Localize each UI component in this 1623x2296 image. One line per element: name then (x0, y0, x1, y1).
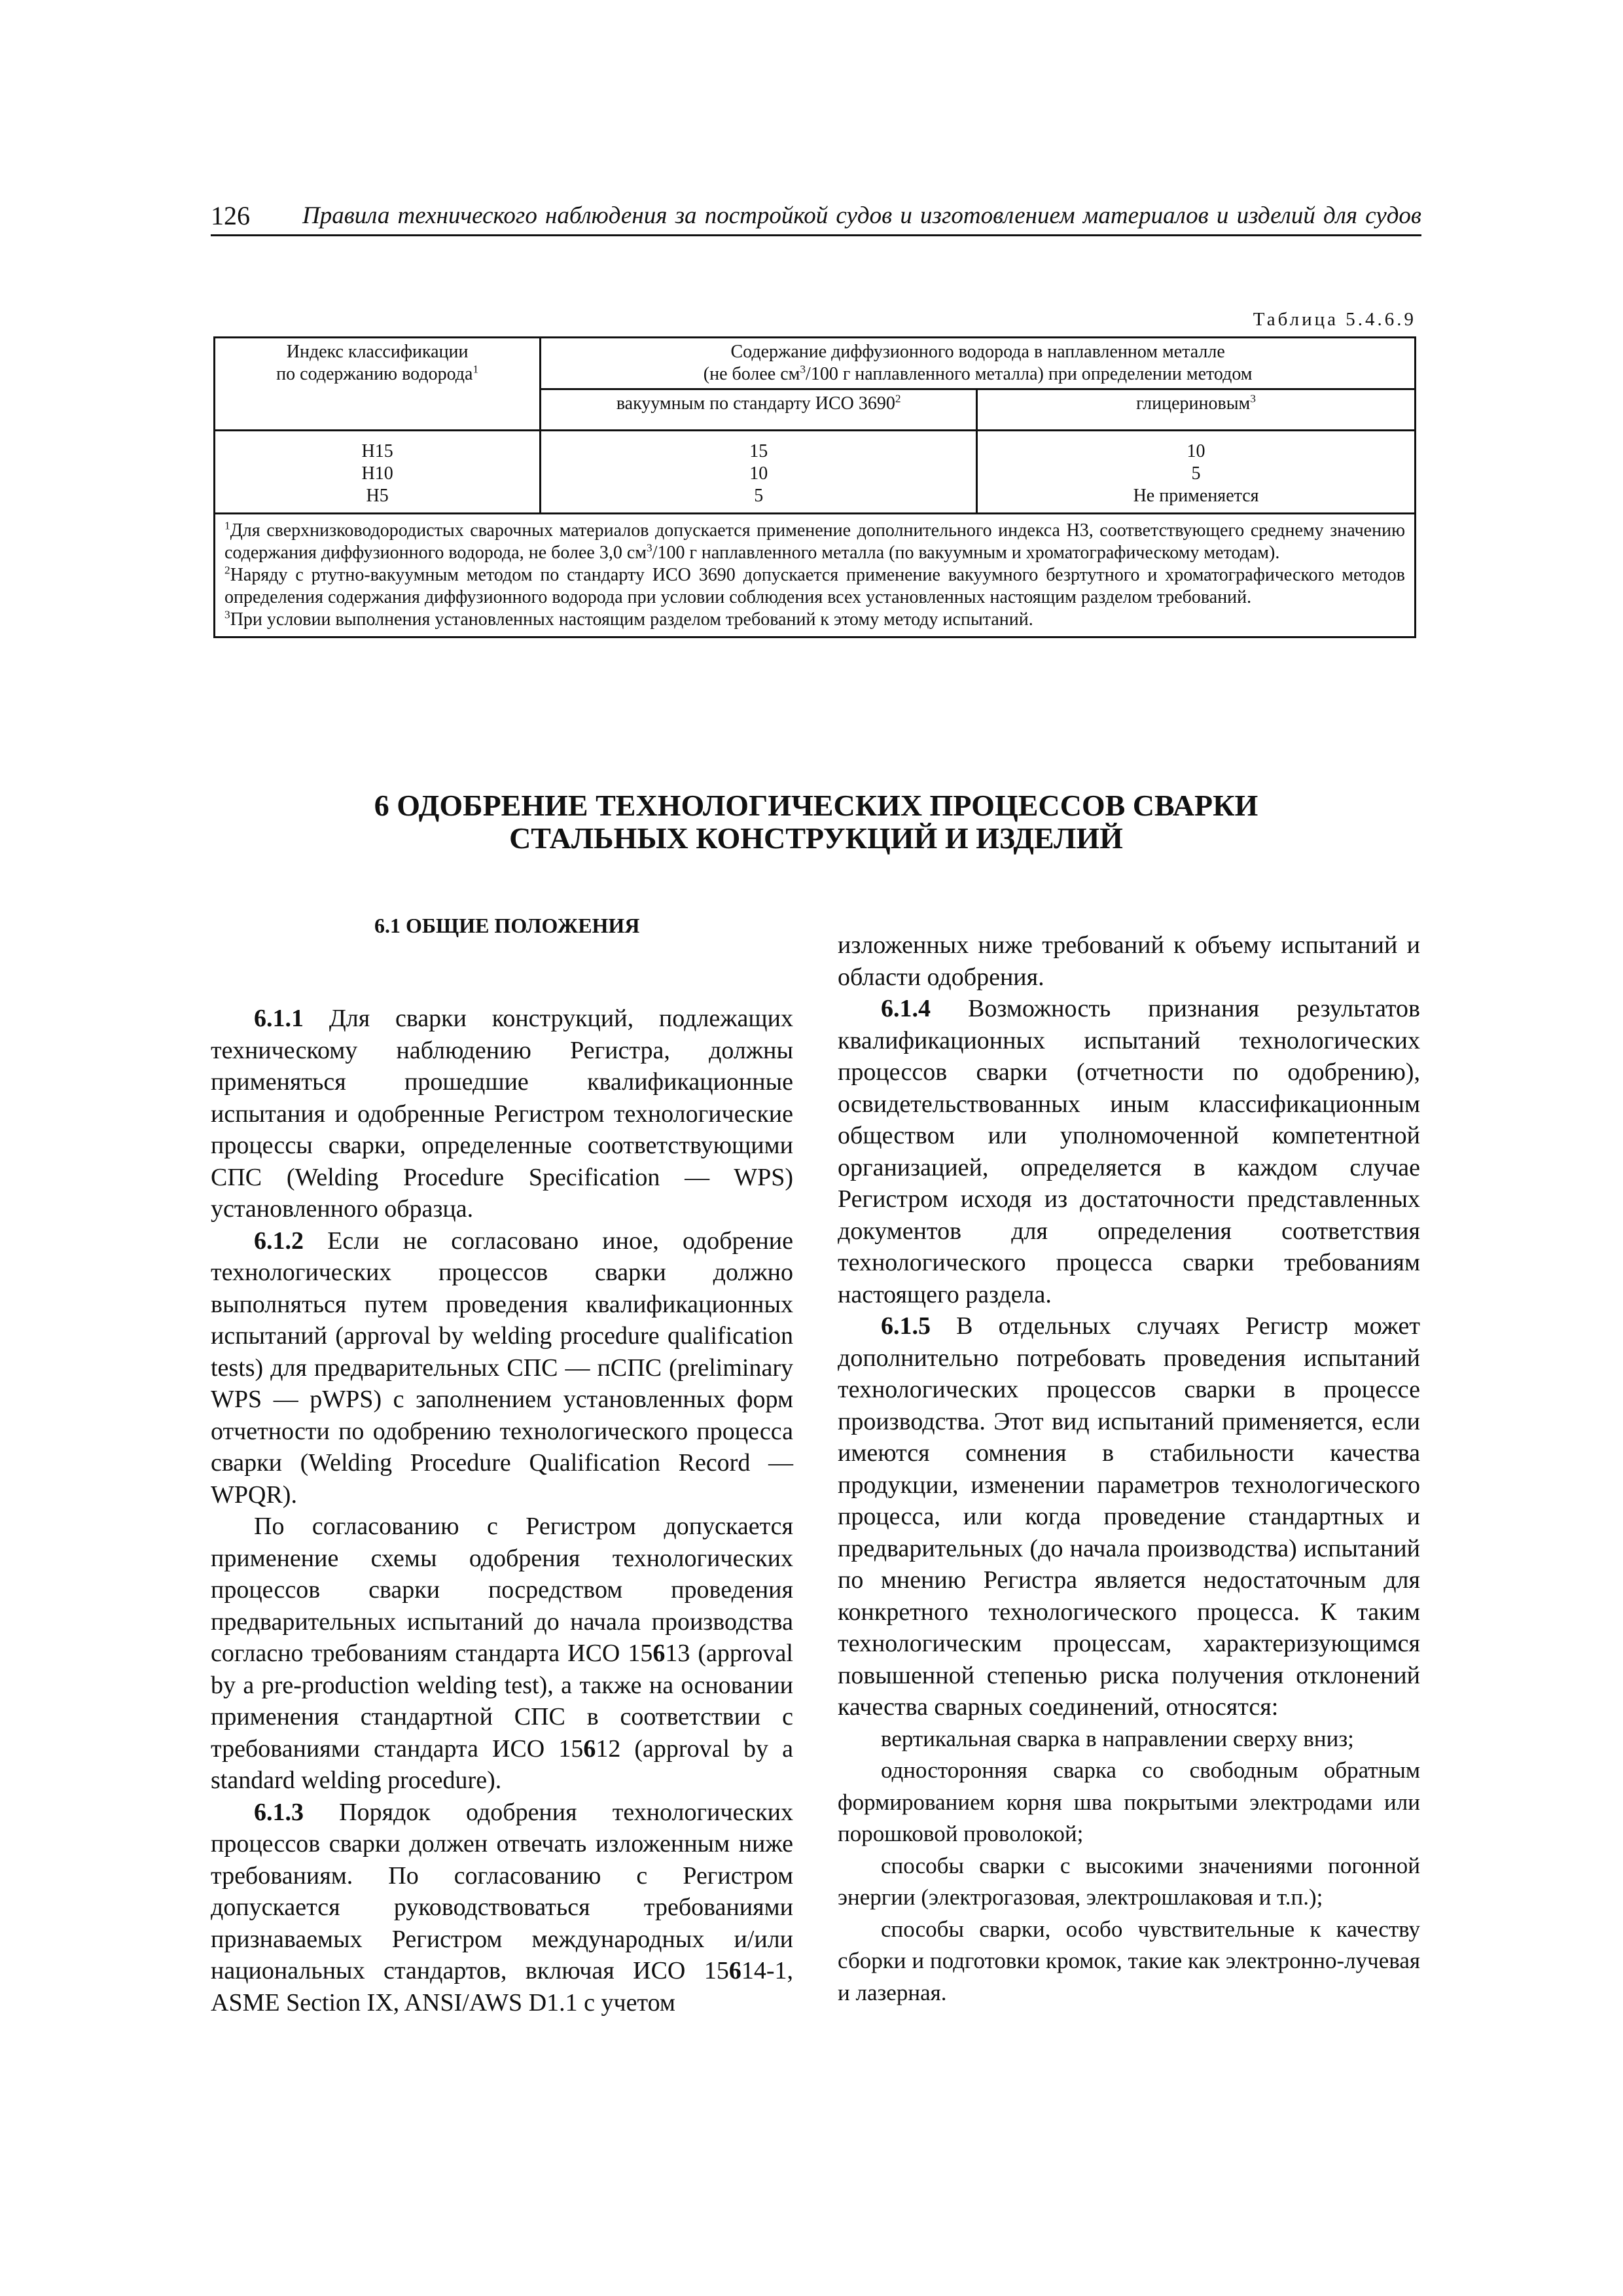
header-vacuum-method (541, 389, 977, 431)
vacuum-value: 10 (749, 463, 768, 484)
vacuum-cell (541, 431, 977, 514)
footnote-2-text: Наряду с ртутно-вакуумным методом по стандарту ИСО 3690 допускается применение вакуумного безртутного и хроматографического методов определения содержания диффузионного водорода при условии соблюдения всех установленных настоящим разделом требований. (224, 565, 1405, 607)
header-group-line2b: /100 г наплавленного металла) при определении методом (806, 364, 1253, 384)
footnote-1-text-a: Для сверхнизководородистых сварочных материалов допускается применение дополнительного индекса H3, соответствующего среднему значению содержания диффузионного водорода, не более 3,0 см (224, 520, 1405, 563)
paragraph-text: 12 (approval by a standard welding procedure). (211, 1734, 793, 1794)
footnote-1 (224, 520, 1405, 564)
table-row (215, 431, 1416, 514)
header-classification-index (215, 338, 541, 431)
page-header (211, 198, 1421, 236)
footnote-2-marker: 2 (224, 564, 230, 577)
footnote-2 (224, 564, 1405, 609)
running-title: Правила технического наблюдения за постройкой судов и изготовлением материалов и изделий для судов (302, 202, 1421, 229)
vacuum-value: 5 (754, 486, 764, 506)
paragraph-text: По согласованию с Регистром допускается применение схемы одобрения технологических процессов сварки посредством проведения предварительных испытаний до начала производства согласно требованиям стандарта ИСО 15 (211, 1513, 793, 1667)
header-group-line2a: (не более см (703, 364, 800, 384)
footnote-1-marker: 1 (224, 519, 230, 532)
paragraph-6-1-5 (838, 1310, 1420, 1723)
footnote-3-text: При условии выполнения установленных настоящим разделом требований к этому методу испытаний. (230, 609, 1033, 630)
hydrogen-content-table (213, 336, 1416, 638)
bold-digit: 6 (728, 1957, 741, 1984)
section-title: 6.1 ОБЩИЕ ПОЛОЖЕНИЯ (374, 914, 640, 937)
glycerin-cell (977, 431, 1416, 514)
clause-number: 6.1.4 (881, 995, 931, 1022)
paragraph-6-1-3 (211, 1797, 793, 2019)
list-item: способы сварки с высокими значениями погонной энергии (электрогазовая, электрошлаковая и т.п.); (838, 1852, 1420, 1910)
paragraph-6-1-4 (838, 993, 1420, 1310)
header-vacuum-sup: 2 (895, 392, 901, 405)
left-column (211, 912, 793, 2018)
clause-number: 6.1.5 (881, 1312, 931, 1340)
header-index-sup: 1 (473, 363, 479, 376)
footnote-3-marker: 3 (224, 608, 230, 621)
paragraph-6-1-2 (211, 1225, 793, 1511)
chapter-title-line1: 6 ОДОБРЕНИЕ ТЕХНОЛОГИЧЕСКИХ ПРОЦЕССОВ СВАРКИ (374, 789, 1258, 822)
header-vacuum-label: вакуумным по стандарту ИСО 3690 (616, 393, 895, 414)
index-cell (215, 431, 541, 514)
list-item: способы сварки, особо чувствительные к качеству сборки и подготовки кромок, такие как электронно-лучевая и лазерная. (838, 1916, 1420, 2005)
index-value: H15 (361, 441, 393, 461)
paragraph-text: Если не согласовано иное, одобрение технологических процессов сварки должно выполняться путем проведения квалификационных испытаний (approval by welding procedure qualification tests) для предварительных СПС — пСПС (preliminary WPS — pWPS) с заполнением установленных форм отчетности по одобрению технологического процесса сварки (Welding Procedure Qualification Record — WPQR). (211, 1227, 794, 1509)
paragraph-text: 14-1, ASME Section IX, ANSI/AWS D1.1 с учетом (211, 1957, 793, 2017)
header-group-sup: 3 (800, 363, 806, 376)
table-caption: Таблица 5.4.6.9 (1253, 309, 1416, 330)
chapter-title-line2: СТАЛЬНЫХ КОНСТРУКЦИЙ И ИЗДЕЛИЙ (509, 821, 1123, 855)
paragraph-text: Для сварки конструкций, подлежащих техническому наблюдению Регистра, должны применяться прошедшие квалификационные испытания и одобренные Регистром технологические процессы сварки, определенные соответствующими СПС (Welding Procedure Specification — WPS) установленного образца. (211, 1005, 794, 1223)
vacuum-value: 15 (749, 441, 768, 461)
bold-digit: 6 (583, 1734, 596, 1763)
paragraph-6-1-1 (211, 1003, 793, 1225)
clause-number: 6.1.2 (254, 1227, 304, 1255)
list-item: вертикальная сварка в направлении сверху вниз; (881, 1725, 1354, 1751)
header-index-line1: Индекс классификации (286, 342, 469, 362)
index-value: H5 (366, 486, 389, 506)
header-hydrogen-content (541, 338, 1416, 389)
clause-number: 6.1.1 (254, 1005, 304, 1032)
right-column (838, 929, 1420, 2009)
footnote-1-text-b: /100 г наплавленного металла (по вакуумным и хроматографическому методам). (652, 543, 1280, 563)
glycerin-value: 10 (1186, 441, 1205, 461)
index-value: H10 (361, 463, 393, 484)
paragraph-text: В отдельных случаях Регистр может дополнительно потребовать проведения испытаний технологических процессов сварки в процессе производства. Этот вид испытаний применяется, если имеются сомнения в стабильности качества продукции, изменении параметров технологического процесса, или когда проведение стандартных и предварительных (до начала производства) испытаний по мнению Регистра является недостаточным для конкретного технологического процесса. К таким технологическим процессам, характеризующимся повышенной степенью риска получения отклонений качества сварных соединений, относятся: (838, 1312, 1421, 1721)
list-item: односторонняя сварка со свободным обратным формированием корня шва покрытыми электродами или порошковой проволокой; (838, 1757, 1420, 1846)
header-group-line1: Содержание диффузионного водорода в наплавленном металле (730, 342, 1225, 362)
footnote-3 (224, 609, 1405, 631)
table-footnotes (215, 514, 1416, 637)
chapter-title (211, 789, 1421, 855)
header-index-line2: по содержанию водорода (276, 364, 473, 384)
paragraph-text: 13 (approval by a pre-production welding test), а также на основании применения стандартной СПС в соответствии с требованиями стандарта ИСО 15 (211, 1640, 793, 1763)
paragraph-text: Возможность признания результатов квалификационных испытаний технологических процессов сварки (отчетности по одобрению), освидетельствованных иным классификационным обществом или уполномоченной компетентной организацией, определяется в каждом случае Регистром исходя из достаточности представленных документов для определения соответствия технологического процесса сварки требованиям настоящего раздела. (838, 995, 1421, 1308)
header-glycerin-sup: 3 (1250, 392, 1256, 405)
paragraph-6-1-2-approval-schemes (211, 1511, 793, 1797)
footnote-1-unit-sup: 3 (646, 541, 652, 554)
page-number: 126 (211, 201, 250, 230)
header-glycerin-method (977, 389, 1416, 431)
header-glycerin-label: глицериновым (1136, 393, 1251, 414)
clause-number: 6.1.3 (254, 1798, 304, 1826)
glycerin-value: 5 (1191, 463, 1201, 484)
glycerin-value: Не применяется (1133, 486, 1259, 506)
paragraph-6-1-3-continued: изложенных ниже требований к объему испытаний и области одобрения. (838, 931, 1420, 991)
bold-digit: 6 (652, 1640, 666, 1667)
paragraph-text: Порядок одобрения технологических процессов сварки должен отвечать изложенным ниже требованиям. По согласованию с Регистром допускается руководствоваться требованиями признаваемых Регистром международных и/или национальных стандартов, включая ИСО 15 (211, 1798, 793, 1984)
